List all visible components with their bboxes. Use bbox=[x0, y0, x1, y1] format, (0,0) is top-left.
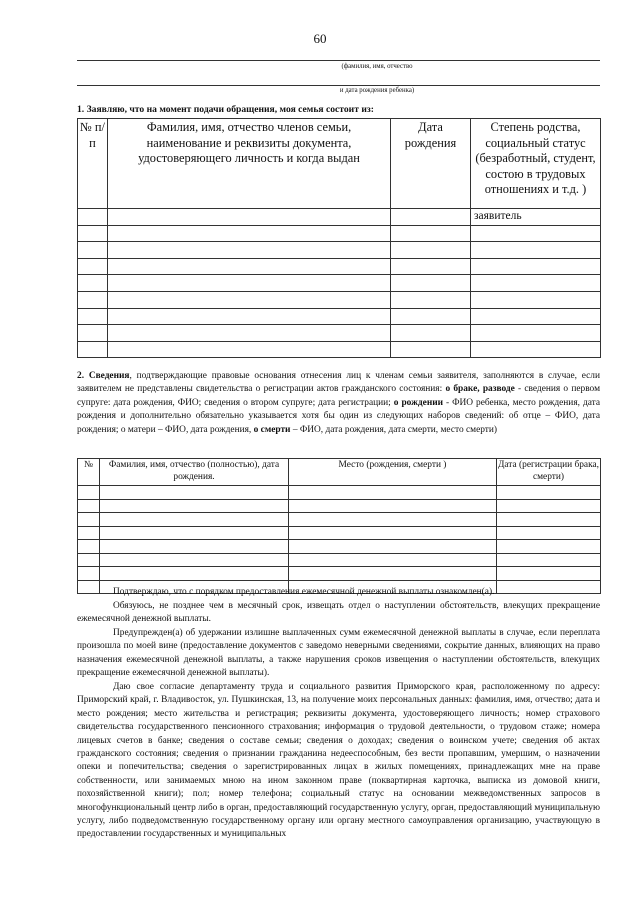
cell-name bbox=[100, 499, 289, 513]
cell-birth-date bbox=[391, 341, 471, 358]
cell-number bbox=[78, 513, 100, 527]
table-row bbox=[78, 567, 601, 581]
cell-date bbox=[497, 567, 601, 581]
cell-place bbox=[289, 553, 497, 567]
cell-number bbox=[78, 242, 108, 259]
cell-name bbox=[108, 341, 391, 358]
cell-name bbox=[108, 225, 391, 242]
cell-number bbox=[78, 291, 108, 308]
col-name-header: Фамилия, имя, отчество членов семьи, наименование и реквизиты документа, удостоверяющего личность и когда выдан bbox=[108, 119, 391, 209]
col-place-header: Место (рождения, смерти ) bbox=[289, 459, 497, 486]
col-number-header: № bbox=[78, 459, 100, 486]
cell-status bbox=[471, 341, 601, 358]
table-row bbox=[78, 308, 601, 325]
section2-marriage-label: о браке, разводе bbox=[445, 384, 515, 395]
table-row bbox=[78, 526, 601, 540]
cell-number bbox=[78, 540, 100, 554]
table-header-row bbox=[78, 459, 601, 486]
table-row bbox=[78, 325, 601, 342]
cell-status bbox=[471, 291, 601, 308]
civil-status-table bbox=[77, 458, 601, 594]
cell-name bbox=[100, 567, 289, 581]
cell-place bbox=[289, 526, 497, 540]
cell-place bbox=[289, 567, 497, 581]
table-row bbox=[78, 291, 601, 308]
cell-birth-date bbox=[391, 242, 471, 259]
cell-number bbox=[78, 553, 100, 567]
section1-heading: 1. Заявляю, что на момент подачи обращения, моя семья состоит из: bbox=[77, 104, 374, 115]
cell-name bbox=[108, 275, 391, 292]
table-row bbox=[78, 486, 601, 500]
cell-place bbox=[289, 540, 497, 554]
birth-date-line bbox=[77, 85, 600, 86]
cell-number bbox=[78, 486, 100, 500]
table-row bbox=[78, 553, 601, 567]
col-birth-date-header: Дата рождения bbox=[391, 119, 471, 209]
cell-date bbox=[497, 486, 601, 500]
cell-name bbox=[108, 325, 391, 342]
cell-name bbox=[100, 540, 289, 554]
cell-number bbox=[78, 567, 100, 581]
section2-text-3: - ФИО ребенка, место рождения, дата рождения и дополнительно обязательно указывается хотя бы один из следующих наборов сведений: об отце – ФИО, дата рождения; о матери – ФИО, дата рождения, bbox=[77, 397, 601, 435]
cell-birth-date bbox=[391, 209, 471, 226]
section2-text-2: - сведения о первом супруге: дата рождения, ФИО; сведения о втором супруге; дата регистрации; bbox=[77, 384, 601, 408]
cell-name bbox=[100, 486, 289, 500]
consent-paragraph: Даю свое согласие департаменту труда и социального развития Приморского края, расположенному по адресу: Приморский край, г. Владивосток, ул. Пушкинская, 13, на получение моих персональных данных: фамилия, имя, отчество; дата и место рождения; место жительства и регистрация; реквизиты документа, удостоверяющего личность; номер страхового свидетельства государственного пенсионного страхования; информация о трудовой деятельности, о трудовом стаже; номера лицевых счетов в банке; сведения о составе семьи; сведения о доходах; сведения о воинском учете; сведения об актах гражданского состояния; сведения о признании гражданина недееспособным, без вести пропавшим, умершим, о назначении опеки и попечительства; сведения о зарегистрированных лицах в жилых помещениях, принадлежащих мне на праве собственности, или занимаемых мною на ином законном праве (поквартирная карточка, выписка из домовой книги, похозяйственной книги); пол; номер телефона; социальный статус на основании межведомственных запросов в многофункциональный центр либо в орган, предоставляющий государственную услугу, орган, предоставляющий муниципальную услугу, либо подведомственную государственному органу или органу местного самоуправления организацию, участвующую в предоставлении государственных и муниципальных bbox=[77, 682, 600, 840]
cell-status bbox=[471, 308, 601, 325]
table-row bbox=[78, 225, 601, 242]
cell-date bbox=[497, 540, 601, 554]
col-status-header: Степень родства, социальный статус (безработный, студент, состою в трудовых отношениях и т.д. ) bbox=[471, 119, 601, 209]
cell-name bbox=[108, 308, 391, 325]
cell-status bbox=[471, 225, 601, 242]
cell-status bbox=[471, 275, 601, 292]
table-row bbox=[78, 540, 601, 554]
cell-name bbox=[100, 553, 289, 567]
cell-number bbox=[78, 526, 100, 540]
cell-number bbox=[78, 275, 108, 292]
cell-place bbox=[289, 513, 497, 527]
cell-status bbox=[471, 325, 601, 342]
caption-name: (фамилия, имя, отчество bbox=[341, 63, 413, 70]
table-row bbox=[78, 513, 601, 527]
table-row bbox=[78, 341, 601, 358]
cell-date bbox=[497, 526, 601, 540]
cell-number bbox=[78, 308, 108, 325]
cell-status bbox=[471, 258, 601, 275]
cell-birth-date bbox=[391, 325, 471, 342]
page-number: 60 bbox=[313, 31, 327, 46]
acknowledgement-paragraph: Подтверждаю, что с порядком предоставления ежемесячной денежной выплаты ознакомлен(а). bbox=[113, 587, 495, 597]
cell-name bbox=[100, 513, 289, 527]
cell-number bbox=[78, 499, 100, 513]
cell-number bbox=[78, 225, 108, 242]
family-members-table bbox=[77, 118, 601, 358]
table-header-row bbox=[78, 119, 601, 209]
warning-paragraph: Предупрежден(а) об удержании излишне выплаченных сумм ежемесячной денежной выплаты в случае, если переплата произошла по моей вине (предоставление документов с заведомо неверными сведениями, сокрытие данных, влияющих на право назначения ежемесячной денежной выплаты, а также нарушения сроков извещения о наступлении обстоятельств, влекущих прекращение ежемесячной денежной выплаты). bbox=[77, 628, 600, 679]
col-number-header: № п/п bbox=[78, 119, 108, 209]
section2-birth-label: о рождении bbox=[393, 397, 444, 408]
cell-status: заявитель bbox=[471, 209, 601, 226]
cell-status bbox=[471, 242, 601, 259]
caption-birth-date: и дата рождения ребенка) bbox=[339, 87, 415, 94]
cell-name bbox=[100, 526, 289, 540]
table-row bbox=[78, 209, 601, 226]
section2-text-4: – ФИО, дата рождения, дата смерти, место смерти) bbox=[290, 424, 498, 435]
name-signature-line bbox=[77, 60, 600, 61]
section2-lead: 2. Сведения bbox=[77, 371, 130, 381]
section2-text-1: , подтверждающие правовые основания отнесения лиц к членам семьи заявителя, заполняются в случае, если заявителем не представлены свидетельства о регистрации актов гражданского состояния: bbox=[77, 371, 601, 395]
cell-birth-date bbox=[391, 291, 471, 308]
table-row bbox=[78, 499, 601, 513]
cell-date bbox=[497, 553, 601, 567]
cell-birth-date bbox=[391, 258, 471, 275]
cell-name bbox=[108, 242, 391, 259]
cell-name bbox=[108, 209, 391, 226]
table-row bbox=[78, 275, 601, 292]
cell-date bbox=[497, 499, 601, 513]
obligation-paragraph: Обязуюсь, не позднее чем в месячный срок, извещать отдел о наступлении обстоятельств, влекущих прекращение ежемесячной денежной выплаты. bbox=[77, 601, 600, 625]
col-date-header: Дата (регистрации брака, смерти) bbox=[497, 459, 601, 486]
cell-date bbox=[497, 513, 601, 527]
table-row bbox=[78, 242, 601, 259]
cell-place bbox=[289, 499, 497, 513]
cell-number bbox=[78, 341, 108, 358]
cell-name bbox=[108, 291, 391, 308]
col-name-header: Фамилия, имя, отчество (полностью), дата рождения. bbox=[100, 459, 289, 486]
section2-death-label: о смерти bbox=[253, 424, 291, 435]
cell-name bbox=[108, 258, 391, 275]
cell-birth-date bbox=[391, 275, 471, 292]
cell-birth-date bbox=[391, 225, 471, 242]
cell-place bbox=[289, 486, 497, 500]
cell-number bbox=[78, 209, 108, 226]
table-row bbox=[78, 258, 601, 275]
cell-birth-date bbox=[391, 308, 471, 325]
section2-description bbox=[77, 370, 600, 437]
cell-number bbox=[78, 325, 108, 342]
cell-number bbox=[78, 258, 108, 275]
